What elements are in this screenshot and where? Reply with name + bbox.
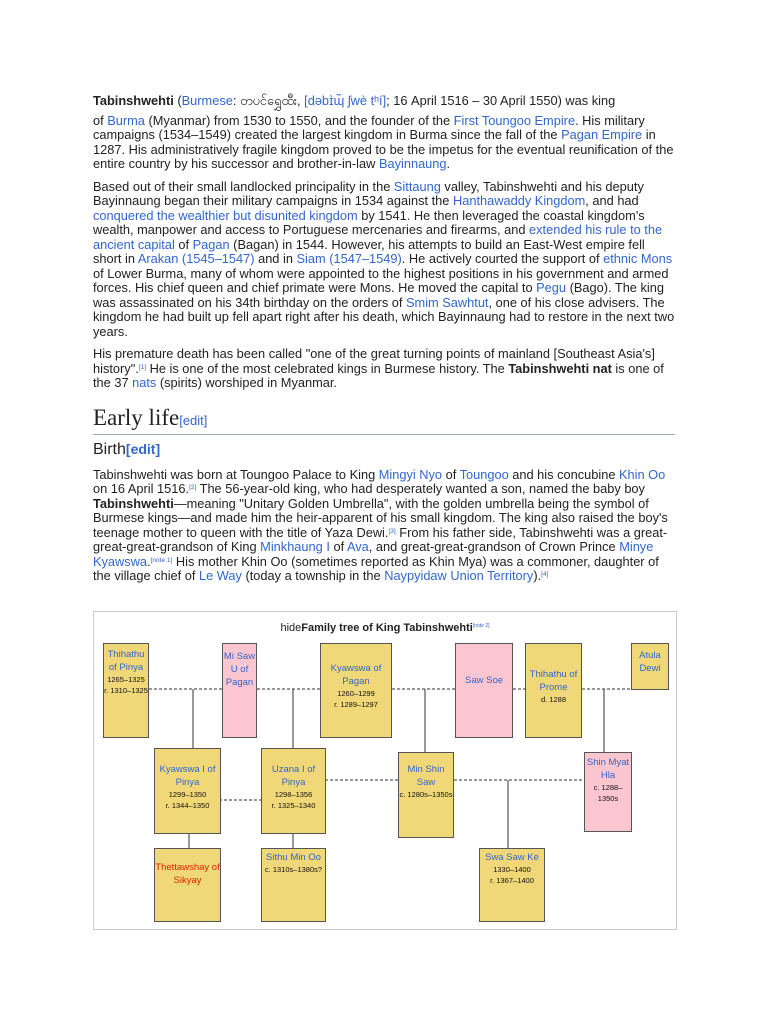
link-nats[interactable]: nats bbox=[132, 375, 157, 390]
heading-early-life: Early life[edit] bbox=[93, 404, 208, 430]
link-mingyi-nyo[interactable]: Mingyi Nyo bbox=[378, 466, 443, 482]
ref-2[interactable]: [2] bbox=[189, 484, 197, 491]
link-arakan[interactable]: Arakan (1545–1547) bbox=[137, 251, 255, 266]
link-pegu[interactable]: Pegu bbox=[536, 280, 567, 295]
link-le-way[interactable]: Le Way bbox=[199, 568, 242, 583]
link-pagan[interactable]: Pagan bbox=[192, 236, 230, 252]
edit-birth-link[interactable]: [edit] bbox=[125, 440, 161, 457]
link-ipa[interactable]: [dəbɪ̀ɰ̃ ʃwè tʰí] bbox=[304, 93, 387, 108]
person-swa-saw-ke[interactable]: Swa Saw Ke 1330–1400 r. 1367–1400 bbox=[479, 848, 545, 922]
edit-early-life-link[interactable]: [edit] bbox=[179, 412, 208, 428]
person-uzana-i-of-pinya[interactable]: Uzana I of Pinya 1298–1356 r. 1325–1340 bbox=[261, 748, 326, 834]
article-body bbox=[93, 94, 675, 592]
link-minye-kyawswa[interactable]: Minye Kyawswa bbox=[93, 539, 654, 569]
person-saw-soe[interactable]: Saw Soe bbox=[455, 643, 513, 738]
link-burma[interactable]: Burma bbox=[107, 112, 145, 128]
link-hanthawaddy[interactable]: Hanthawaddy Kingdom bbox=[452, 193, 586, 208]
ref-1[interactable]: [1] bbox=[138, 363, 147, 371]
link-minkhaung[interactable]: Minkhaung I bbox=[260, 539, 330, 554]
burmese-script: တပင်ရွှေထီး bbox=[239, 93, 298, 108]
note-1[interactable]: [note 1] bbox=[150, 556, 173, 564]
person-shin-myat-hla[interactable]: Shin Myat Hla c. 1288–1350s bbox=[584, 752, 632, 832]
link-pagan-empire[interactable]: Pagan Empire bbox=[561, 127, 643, 142]
link-siam[interactable]: Siam (1547–1549) bbox=[296, 251, 402, 266]
link-sittaung[interactable]: Sittaung bbox=[393, 178, 441, 194]
hide-toggle[interactable]: hide bbox=[280, 622, 302, 634]
link-ava[interactable]: Ava bbox=[346, 539, 369, 554]
link-toungoo[interactable]: Toungoo bbox=[459, 466, 509, 482]
birth-paragraph: Tabinshwehti was born at Toungoo Palace to King Mingyi Nyo of Toungoo and his concubine Khin Oo on 16 April 1516.[2] The 56-year-old king, who had desperately wanted a son, named the baby boy Tabinshwehti—meaning "Unitary Golden Umbrella", with the golden umbrella being the symbol of Burmese kings—and made him the heir-apparent of his small kingdom. The king also raised the boy's teenage mother to queen with the title of Yaza Dewi.[3] From his father side, Tabinshwehti was a great-great-great-grandson of King Minkhaung I of Ava, and great-great-grandson of Crown Prince Minye Kyawswa.[note 1] His mother Khin Oo (sometimes reported as Khin Mya) was a commoner, daughter of the village chief of Le Way (today a township in the Naypyidaw Union Territory).[4] bbox=[93, 466, 668, 583]
person-mi-saw-u-of-pagan[interactable]: Mi Saw U of Pagan bbox=[222, 643, 257, 738]
ref-3[interactable]: [3] bbox=[388, 527, 396, 535]
person-thihathu-of-pinya[interactable]: Thihathu of Pinya 1265–1325 r. 1310–1325 bbox=[103, 643, 149, 738]
link-naypyidaw[interactable]: Naypyidaw Union Territory bbox=[384, 568, 534, 583]
link-conquered[interactable]: conquered the wealthier but disunited kingdom bbox=[93, 207, 358, 223]
person-min-shin-saw[interactable]: Min Shin Saw c. 1280s–1350s bbox=[398, 752, 454, 838]
early-life-heading-wrap bbox=[93, 405, 675, 435]
heading-birth: Birth[edit] bbox=[93, 440, 161, 458]
family-tree bbox=[93, 611, 677, 930]
ref-4[interactable]: [4] bbox=[541, 571, 549, 578]
person-atula-dewi[interactable]: Atula Dewi bbox=[631, 643, 669, 690]
paragraph-2: Based out of their small landlocked principality in the Sittaung valley, Tabinshwehti and his deputy Bayinnaung began their military campaigns in 1534 against the Hanthawaddy Kingdom, and had conquered the wealthier but disunited kingdom by 1541. He then leveraged the coastal kingdom's wealth, manpower and access to Portuguese mercenaries and firearms, and extended his rule to the ancient capital of Pagan (Bagan) in 1544. However, his attempts to build an East-West empire fell short in Arakan (1545–1547) and in Siam (1547–1549). He actively courted the support of ethnic Mons of Lower Burma, many of whom were appointed to the highest positions in his government and armed forces. His chief queen and chief primate were Mons. He moved the capital to Pegu (Bago). The king was assassinated on his 34th birthday on the orders of Smim Sawhtut, one of his close advisers. The kingdom he had built up fell apart right after his death, which Bayinnaung had to restore in the next two years. bbox=[93, 178, 675, 339]
link-ethnic-mons[interactable]: ethnic Mons bbox=[603, 251, 673, 266]
person-kyawswa-i-of-pinya[interactable]: Kyawswa I of Pinya 1299–1350 r. 1344–1350 bbox=[154, 748, 221, 834]
person-kyawswa-of-pagan[interactable]: Kyawswa of Pagan 1260–1299 r. 1289–1297 bbox=[320, 643, 392, 738]
family-tree-title: hideFamily tree of King Tabinshwehti[note 2] bbox=[280, 622, 490, 634]
lead-paragraph-cont: of Burma (Myanmar) from 1530 to 1550, and the founder of the First Toungoo Empire. His military campaigns (1534–1549) created the largest kingdom in Burma since the fall of the Pagan Empire in 1287. His administratively fragile kingdom proved to be the impetus for the eventual reunification of the entire country by his successor and brother-in-law Bayinnaung. bbox=[93, 112, 674, 171]
link-bayinnaung[interactable]: Bayinnaung bbox=[378, 156, 447, 171]
link-first-toungoo-empire[interactable]: First Toungoo Empire bbox=[453, 112, 576, 128]
link-khin-oo[interactable]: Khin Oo bbox=[619, 466, 666, 482]
person-thihathu-of-prome[interactable]: Thihathu of Prome d. 1288 bbox=[525, 643, 582, 738]
person-thettawshay-of-sikyay[interactable]: Thettawshay of Sikyay bbox=[154, 848, 221, 922]
paragraph-3: His premature death has been called "one of the great turning points of mainland [Southeast Asia's] history".[1] He is one of the most celebrated kings in Burmese history. The Tabinshwehti nat is one of the 37 nats (spirits) worshiped in Myanmar. bbox=[93, 346, 664, 390]
note-2[interactable]: [note 2] bbox=[472, 623, 490, 629]
link-extended[interactable]: extended his rule to the ancient capital bbox=[93, 222, 663, 252]
link-smim-sawhtut[interactable]: Smim Sawhtut bbox=[406, 294, 489, 310]
lead-paragraph: Tabinshwehti (Burmese: တပင်ရွှေထီး, [dəbɪ̀ɰ̃ ʃwè tʰí]; 16 April 1516 – 30 April 1550) was king bbox=[93, 93, 616, 108]
link-burmese[interactable]: Burmese bbox=[181, 93, 233, 108]
person-sithu-min-oo[interactable]: Sithu Min Oo c. 1310s–1380s? bbox=[261, 848, 326, 922]
article-subject: Tabinshwehti bbox=[93, 93, 174, 108]
